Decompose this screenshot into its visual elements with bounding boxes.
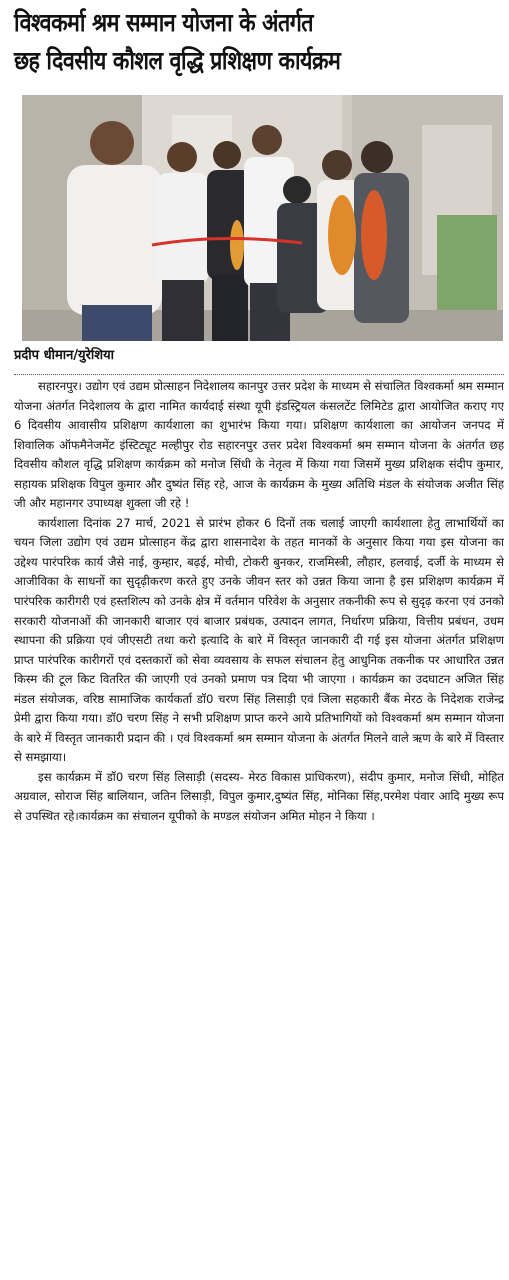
- article-paragraph-1: सहारनपुर। उद्योग एवं उद्यम प्रोत्साहन निदेशालय कानपुर उत्तर प्रदेश के माध्यम से संचालित विश्वकर्मा श्रम सम्मान योजना अंतर्गत निदेशालय के द्वारा नामित कार्यदाई संस्था यूपी इंडस्ट्रियल कंसलटेंट लिमिटेड द्वारा आयोजित कराए गए 6 दिवसीय आवासीय प्रशिक्षण कार्यशाला का शुभारंभ किया गया। प्रशिक्षण कार्यशाला का आयोजन जनपद में शिवालिक ऑफमैनेजमेंट इंस्टिट्यूट मल्हीपुर रोड सहारनपुर उत्तर प्रदेश विश्वकर्मा श्रम सम्मान योजना के अंतर्गत छह दिवसीय कौशल वृद्धि प्रशिक्षण कार्यक्रम को मनोज सिंधी के नेतृत्व में किया गया जिसमें मुख्य प्रशिक्षक संदीप कुमार, सहायक प्रशिक्षक विपुल कुमार और दुष्यंत सिंह रहे, आज के कार्यक्रम के मुख्य अतिथि मंडल के संयोजक अजीत सिंह जी और महानगर उपाध्यक्ष शुक्ला जी रहे !: [14, 379, 504, 511]
- headline-line-1: विश्वकर्मा श्रम सम्मान योजना के अंतर्गत: [14, 8, 314, 37]
- photo-byline: प्रदीप धीमान/युरेशिया: [14, 348, 115, 363]
- headline-line-2: छह दिवसीय कौशल वृद्धि प्रशिक्षण कार्यक्रम: [14, 46, 341, 75]
- group-ribbon-cutting-photo: [22, 95, 503, 341]
- headline: [14, 4, 430, 80]
- article-paragraph-3: इस कार्यक्रम में डॉ0 चरण सिंह लिसाड़ी (सदस्य- मेरठ विकास प्राधिकरण), संदीप कुमार, मनोज सिंधी, मोहित अग्रवाल, सोराज सिंह बालियान, जतिन लिसाड़ी, विपुल कुमार,दुष्यंत सिंह, मोनिका सिंह,परमेश पंवार आदि मुख्य रूप से उपस्थित रहे।कार्यक्रम का संचालन यूपीको के मण्डल संयोजन अमित मोहन ने किया ।: [14, 769, 504, 824]
- article-body: [14, 377, 504, 1275]
- divider: [14, 374, 504, 375]
- article-paragraph-2: कार्यशाला दिनांक 27 मार्च, 2021 से प्रारंभ होकर 6 दिनों तक चलाई जाएगी कार्यशाला हेतु लाभार्थियों का चयन जिला उद्योग एवं उद्यम प्रोत्साहन केंद्र द्वारा शासनादेश के तहत मानकों के अनुसार किया गया इस योजना का उद्देश्य पारंपरिक कार्य जैसे नाई, कुम्हार, बढ़ई, मोची, टोकरी बुनकर, राजमिस्त्री, लौहार, हलवाई, दर्जी के माध्यम से आजीविका के साधनों का सुदृढ़ीकरण करते हुए उनके जीवन स्तर को उन्नत किया जाना है इस प्रशिक्षण कार्यक्रम में पारंपरिक कारीगरी एवं हस्तशिल्प को उनके क्षेत्र में वर्तमान परिवेश के अनुसार तकनीकी रूप से सुदृढ़ करना एवं उनको सरकारी योजनाओं की जानकारी बाजार एवं बाजार प्रबंधक, उत्पादन लागत, निर्धारण प्रक्रिया, वित्तीय प्रबंधन, उधम स्थापना की प्रक्रिया एवं जीएसटी तथा करो इत्यादि के बारे में विस्तृत जानकारी दी गई इस योजना अंतर्गत प्रशिक्षण प्राप्त पारंपरिक कारीगरों एवं दस्तकारों को सेवा व्यवसाय के सफल संचालन हेतु आधुनिक तकनीक पर आधारित उन्नत किस्म की टूल किट वितरित की जाएगी एवं उनको प्रमाण पत्र दिया भी जाएगा । कार्यक्रम का उदघाटन अजित सिंह मंडल संयोजक, वरिष्ठ सामाजिक कार्यकर्ता डॉ0 चरण सिंह लिसाड़ी एवं जिला सहकारी बैंक मेरठ के निदेशक राजेन्द्र प्रेमी द्वारा किया गया। डॉ0 चरण सिंह ने सभी प्रशिक्षण प्राप्त करने आये प्रतिभागियों को विश्वकर्मा श्रम सम्मान योजना के बारे में विस्तृत जानकारी प्रदान की । एवं विश्वकर्मा श्रम सम्मान योजना के अंतर्गत मिलने वाले ऋण के बारे में विस्तार से समझाया।: [14, 515, 504, 765]
